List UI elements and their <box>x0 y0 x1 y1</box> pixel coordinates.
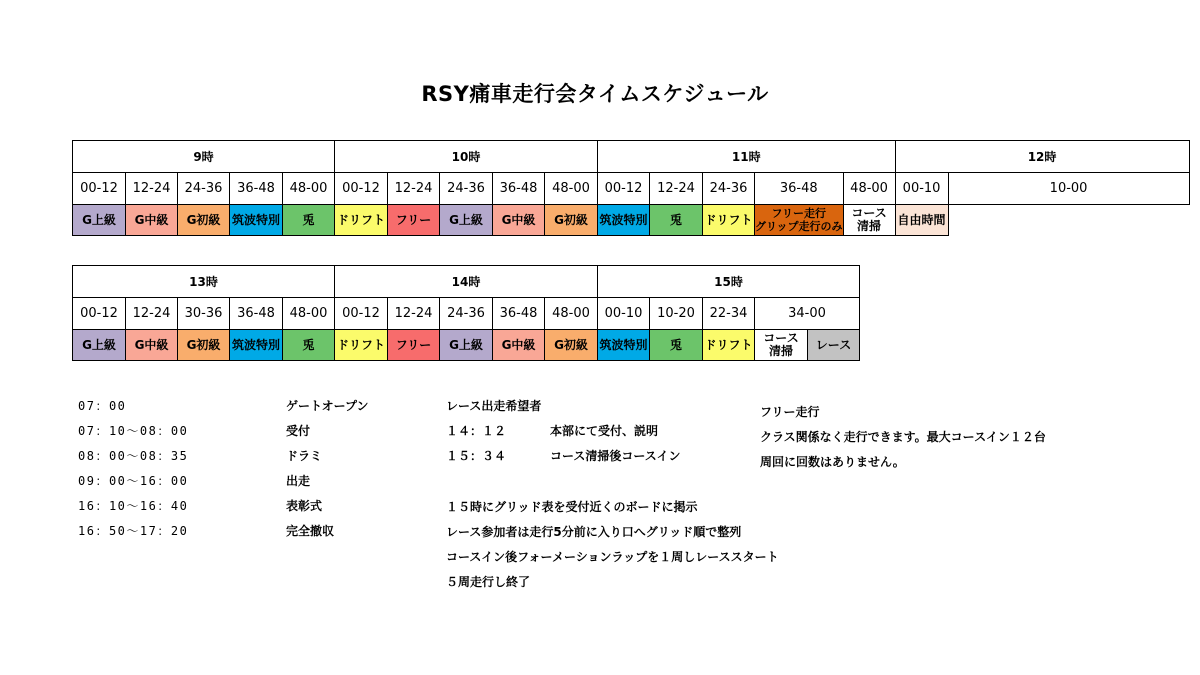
time-slot: 22-34 <box>703 298 755 330</box>
hour-header: 10時 <box>335 141 598 173</box>
class-slot: レース <box>808 330 860 361</box>
time-slot: 10-20 <box>650 298 703 330</box>
race-info-time: １５：３４ <box>446 449 507 463</box>
timetable-time: 09：00〜16：00 <box>78 474 189 488</box>
class-slot: G上級 <box>73 330 126 361</box>
race-info-note: レース参加者は走行5分前に入り口へグリッド順で整列 <box>446 525 742 539</box>
class-slot: 兎 <box>283 205 335 236</box>
class-slot: G中級 <box>126 205 178 236</box>
class-slot: G上級 <box>440 330 493 361</box>
class-slot: ドリフト <box>335 330 388 361</box>
time-slot: 30-36 <box>178 298 230 330</box>
race-info-heading: レース出走希望者 <box>446 399 542 413</box>
class-slot: コース 清掃 <box>843 205 895 236</box>
time-slot: 00-12 <box>73 173 126 205</box>
race-info-text: コース清掃後コースイン <box>550 449 681 463</box>
class-slot: G初級 <box>545 205 598 236</box>
class-slot: G初級 <box>178 330 230 361</box>
timetable-time: 08：00〜08：35 <box>78 449 189 463</box>
class-slot: ドリフト <box>703 330 755 361</box>
race-info-note: ５周走行し終了 <box>446 575 531 589</box>
timetable-event: 受付 <box>286 424 311 438</box>
class-slot: ドリフト <box>703 205 755 236</box>
free-driving-line: 周回に回数はありません。 <box>760 455 905 469</box>
class-slot: G中級 <box>493 205 545 236</box>
time-slot: 36-48 <box>230 298 283 330</box>
hour-header: 11時 <box>598 141 896 173</box>
time-slot: 36-48 <box>493 298 545 330</box>
time-slot: 48-00 <box>283 298 335 330</box>
time-slot: 10-00 <box>948 173 1189 205</box>
hour-header: 12時 <box>895 141 1189 173</box>
hour-header: 14時 <box>335 266 598 298</box>
time-slot: 34-00 <box>755 298 860 330</box>
time-slot: 48-00 <box>283 173 335 205</box>
class-slot: 筑波特別 <box>598 330 650 361</box>
timetable-time: 16：10〜16：40 <box>78 499 189 513</box>
schedule-table-morning <box>72 140 1190 236</box>
free-driving-heading: フリー走行 <box>760 405 820 419</box>
free-driving-line: クラス関係なく走行できます。最大コースイン１２台 <box>760 430 1046 444</box>
time-slot: 12-24 <box>126 298 178 330</box>
hour-header: 9時 <box>73 141 335 173</box>
timetable-event: ドラミ <box>286 449 323 463</box>
timetable-event: 表彰式 <box>286 499 323 513</box>
timetable-event: 完全撤収 <box>286 524 335 538</box>
race-info-text: 本部にて受付、説明 <box>550 424 659 438</box>
time-slot: 12-24 <box>388 173 440 205</box>
class-slot: 自由時間 <box>895 205 948 236</box>
class-slot: 兎 <box>650 330 703 361</box>
hour-header: 13時 <box>73 266 335 298</box>
time-slot: 24-36 <box>440 298 493 330</box>
class-slot: G上級 <box>73 205 126 236</box>
time-slot: 00-12 <box>73 298 126 330</box>
class-slot: G上級 <box>440 205 493 236</box>
time-slot: 48-00 <box>545 298 598 330</box>
time-slot: 48-00 <box>843 173 895 205</box>
time-slot: 00-12 <box>335 298 388 330</box>
time-slot: 36-48 <box>230 173 283 205</box>
time-slot: 00-12 <box>335 173 388 205</box>
schedule-table-afternoon <box>72 265 860 361</box>
class-slot: G初級 <box>545 330 598 361</box>
class-slot: G中級 <box>493 330 545 361</box>
race-info-time: １４：１２ <box>446 424 507 438</box>
class-slot: コース 清掃 <box>755 330 808 361</box>
time-slot: 24-36 <box>703 173 755 205</box>
class-slot: G中級 <box>126 330 178 361</box>
timetable-time: 07：10〜08：00 <box>78 424 189 438</box>
time-slot: 00-12 <box>598 173 650 205</box>
time-slot: 12-24 <box>650 173 703 205</box>
timetable-time: 16：50〜17：20 <box>78 524 189 538</box>
race-info-note: コースイン後フォーメーションラップを１周しレーススタート <box>446 550 779 564</box>
class-slot: フリー <box>388 205 440 236</box>
class-slot: 筑波特別 <box>598 205 650 236</box>
free-driving-info <box>760 403 1100 473</box>
time-slot: 36-48 <box>755 173 844 205</box>
time-slot: 00-10 <box>895 173 948 205</box>
class-slot: ドリフト <box>335 205 388 236</box>
timetable-time: 07：00 <box>78 399 127 413</box>
daily-timetable <box>78 397 408 547</box>
page-title: RSY痛車走行会タイムスケジュール <box>421 82 769 106</box>
hour-header: 15時 <box>598 266 860 298</box>
class-slot: 筑波特別 <box>230 330 283 361</box>
time-slot: 00-10 <box>598 298 650 330</box>
time-slot: 24-36 <box>178 173 230 205</box>
class-slot: 兎 <box>283 330 335 361</box>
time-slot: 12-24 <box>126 173 178 205</box>
class-slot: G初級 <box>178 205 230 236</box>
class-slot: 筑波特別 <box>230 205 283 236</box>
class-slot: フリー <box>388 330 440 361</box>
race-info-note: １５時にグリッド表を受付近くのボードに掲示 <box>446 500 698 514</box>
class-slot: 兎 <box>650 205 703 236</box>
time-slot: 12-24 <box>388 298 440 330</box>
time-slot: 48-00 <box>545 173 598 205</box>
timetable-event: 出走 <box>286 474 311 488</box>
time-slot: 24-36 <box>440 173 493 205</box>
timetable-event: ゲートオープン <box>286 399 369 413</box>
time-slot: 36-48 <box>493 173 545 205</box>
class-slot: フリー走行 グリップ走行のみ <box>755 205 844 236</box>
